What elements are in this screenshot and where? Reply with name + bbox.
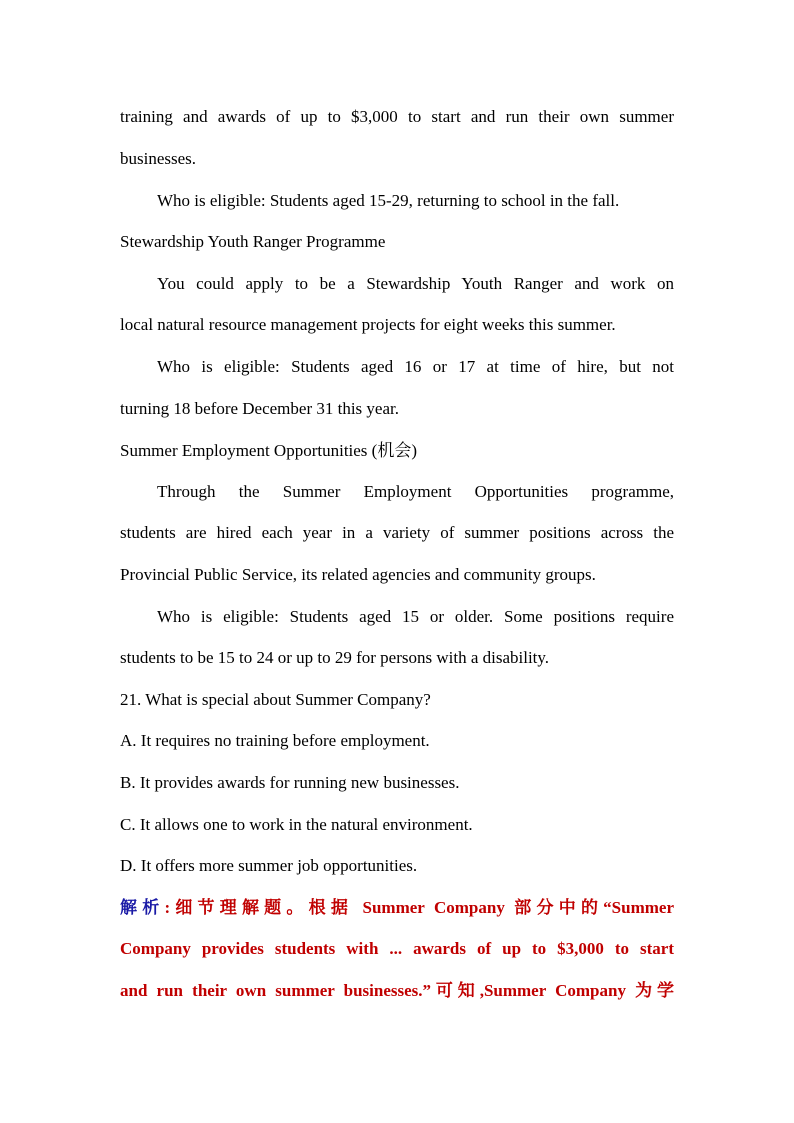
analysis-line (120, 897, 674, 919)
option-a: A. It requires no training before employment. (120, 731, 430, 750)
section-heading: Summer Employment Opportunities (机会) (120, 441, 417, 460)
option-d: D. It offers more summer job opportunities. (120, 856, 418, 875)
paragraph-line: training and awards of up to $3,000 to start and run their own summer (120, 107, 674, 126)
eligibility-text: Who is eligible: Students aged 15 or older. Some positions require (157, 607, 674, 626)
analysis-line: and run their own summer businesses.”可知,Summer Company 为学 (120, 981, 674, 1000)
option-b: B. It provides awards for running new businesses. (120, 773, 460, 792)
section-heading: Stewardship Youth Ranger Programme (120, 232, 386, 251)
question-stem: 21. What is special about Summer Company? (120, 690, 431, 709)
paragraph-line: students are hired each year in a variety of summer positions across the (120, 523, 674, 542)
paragraph-line: turning 18 before December 31 this year. (120, 399, 399, 418)
paragraph-line: businesses. (120, 149, 197, 168)
eligibility-text: Who is eligible: Students aged 15-29, returning to school in the fall. (157, 191, 620, 210)
analysis-label: 解析 (120, 898, 165, 917)
paragraph-line: students to be 15 to 24 or up to 29 for persons with a disability. (120, 648, 550, 667)
paragraph-line: local natural resource management projects for eight weeks this summer. (120, 315, 616, 334)
paragraph-line: Provincial Public Service, its related agencies and community groups. (120, 565, 596, 584)
eligibility-text: Who is eligible: Students aged 16 or 17 at time of hire, but not (157, 357, 674, 376)
analysis-line: Company provides students with ... awards of up to $3,000 to start (120, 939, 674, 958)
option-c: C. It allows one to work in the natural environment. (120, 815, 473, 834)
paragraph-line: You could apply to be a Stewardship Youth Ranger and work on (157, 274, 674, 293)
paragraph-line: Through the Summer Employment Opportunities programme, (157, 482, 674, 501)
analysis-text: :细节理解题。根据 Summer Company 部分中的“Summer (164, 898, 674, 917)
